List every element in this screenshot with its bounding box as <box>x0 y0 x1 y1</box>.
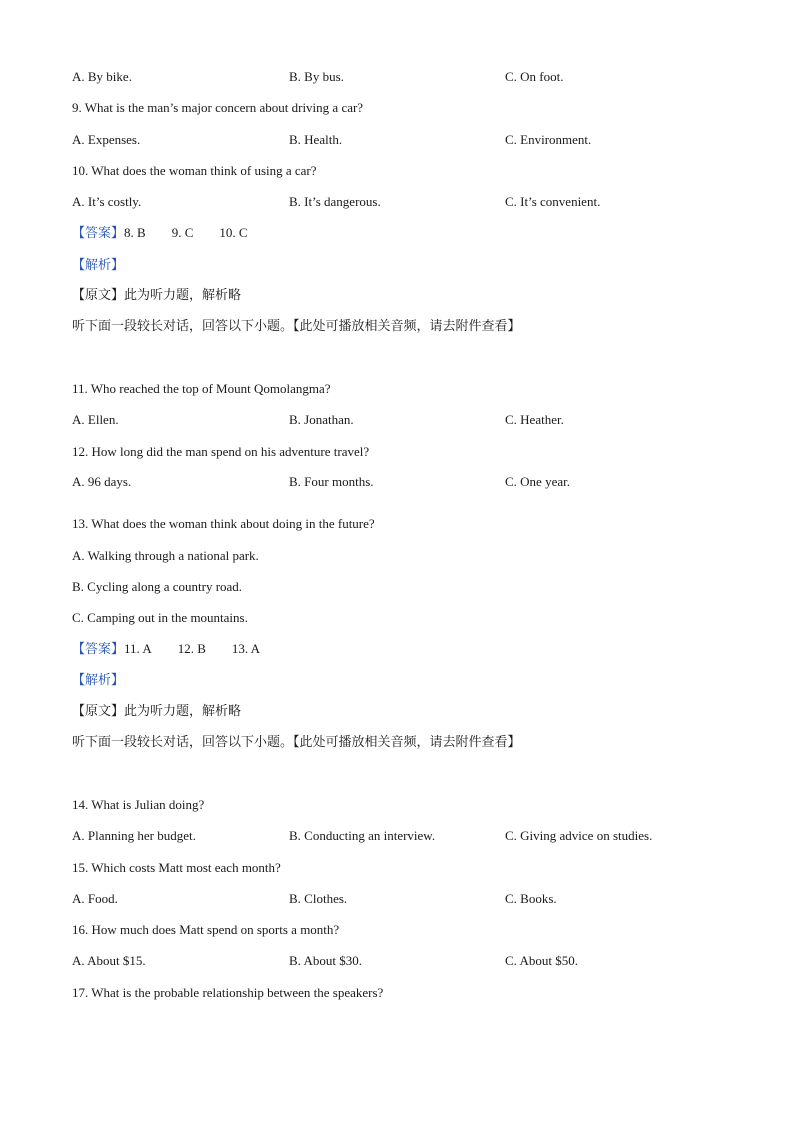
original-line-1 <box>72 288 241 304</box>
q13-option-b: B. Cycling along a country road. <box>72 579 243 594</box>
q16-option-a: A. About $15. <box>72 953 146 968</box>
answer-item: 13. A <box>231 641 261 656</box>
audio-note: 【此处可播放相关音频，请去附件查看】 <box>293 319 521 334</box>
q13-option-a: A. Walking through a national park. <box>72 548 259 563</box>
original-tag: 【原文】 <box>72 704 125 719</box>
q16-option-b: B. About $30. <box>289 953 362 968</box>
answer-item: 10. C <box>219 225 248 240</box>
q11-question: 11. Who reached the top of Mount Qomolangma? <box>72 381 331 396</box>
q11-option-b: B. Jonathan. <box>289 412 354 427</box>
q9-option-b: B. Health. <box>289 132 343 147</box>
answer-item: 12. B <box>177 641 206 656</box>
q9-option-c: C. Environment. <box>505 132 592 147</box>
q15-option-c: C. Books. <box>505 891 557 906</box>
original-line-2 <box>72 704 241 720</box>
answer-tag: 【答案】 <box>72 642 125 657</box>
q10-option-c: C. It’s convenient. <box>505 194 601 209</box>
answer-item: 8. B <box>124 225 146 240</box>
audio-note: 【此处可播放相关音频，请去附件查看】 <box>293 735 521 750</box>
q12-option-a: A. 96 days. <box>72 474 132 489</box>
q15-option-b: B. Clothes. <box>289 891 348 906</box>
q15-option-a: A. Food. <box>72 891 118 906</box>
q12-option-c: C. One year. <box>505 474 570 489</box>
original-tag: 【原文】 <box>72 288 125 303</box>
q16-option-c: C. About $50. <box>505 953 578 968</box>
q17-question: 17. What is the probable relationship between the speakers? <box>72 985 384 1000</box>
q8-option-b: B. By bus. <box>289 69 344 84</box>
answer-line-1 <box>72 225 274 242</box>
answer-line-2 <box>72 641 286 658</box>
instruction-text: 听下面一段较长对话，回答以下小题。 <box>72 735 294 750</box>
instruction-line-1 <box>72 319 521 335</box>
q11-option-c: C. Heather. <box>505 412 564 427</box>
q14-option-c: C. Giving advice on studies. <box>505 828 653 843</box>
instruction-text: 听下面一段较长对话，回答以下小题。 <box>72 319 294 334</box>
answer-item: 11. A <box>124 641 152 656</box>
answer-item: 9. C <box>171 225 194 240</box>
instruction-line-2 <box>72 735 521 751</box>
q12-option-b: B. Four months. <box>289 474 374 489</box>
analysis-tag: 【解析】 <box>72 258 125 273</box>
q10-option-a: A. It’s costly. <box>72 194 142 209</box>
q15-question: 15. Which costs Matt most each month? <box>72 860 281 875</box>
q9-question: 9. What is the man’s major concern about driving a car? <box>72 100 364 115</box>
q8-option-c: C. On foot. <box>505 69 564 84</box>
original-text: 此为听力题，解析略 <box>124 288 242 303</box>
analysis-line-1 <box>72 257 124 274</box>
q11-option-a: A. Ellen. <box>72 412 119 427</box>
q8-option-a: A. By bike. <box>72 69 132 84</box>
q13-option-c: C. Camping out in the mountains. <box>72 610 248 625</box>
analysis-line-2 <box>72 672 124 689</box>
answer-tag: 【答案】 <box>72 226 125 241</box>
original-text: 此为听力题，解析略 <box>124 704 242 719</box>
q14-question: 14. What is Julian doing? <box>72 797 205 812</box>
q10-option-b: B. It’s dangerous. <box>289 194 381 209</box>
q16-question: 16. How much does Matt spend on sports a month? <box>72 922 340 937</box>
q13-question: 13. What does the woman think about doing in the future? <box>72 516 375 531</box>
q12-question: 12. How long did the man spend on his adventure travel? <box>72 444 370 459</box>
q9-option-a: A. Expenses. <box>72 132 141 147</box>
q10-question: 10. What does the woman think of using a car? <box>72 163 317 178</box>
analysis-tag: 【解析】 <box>72 673 125 688</box>
q14-option-b: B. Conducting an interview. <box>289 828 436 843</box>
q14-option-a: A. Planning her budget. <box>72 828 196 843</box>
